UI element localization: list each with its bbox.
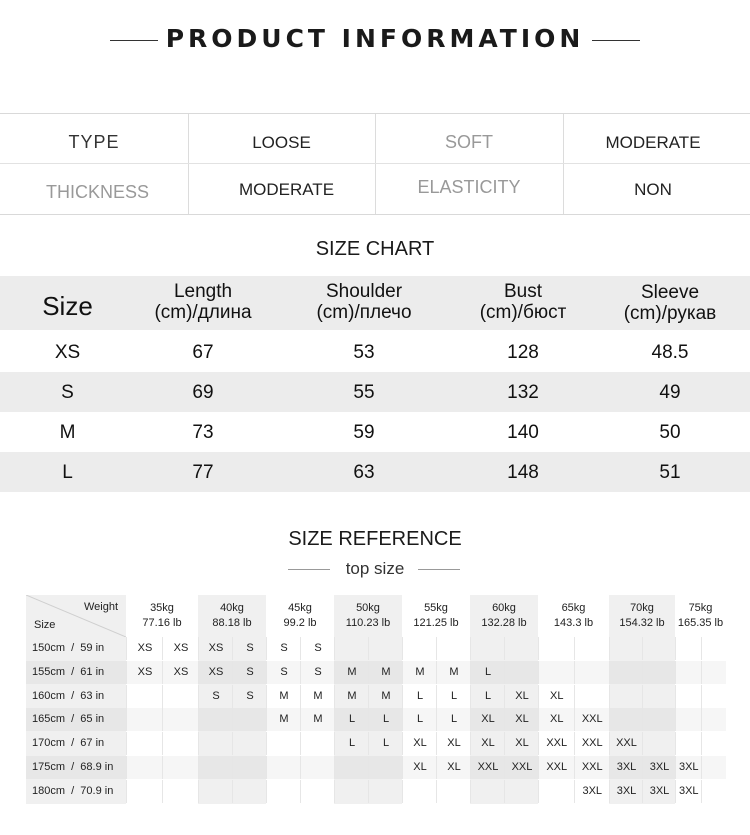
size-cell: S — [232, 637, 267, 660]
cell-shoulder: 63 — [353, 462, 375, 483]
size-cell: XL — [470, 732, 505, 755]
header-shoulder — [289, 281, 439, 323]
table-row — [26, 708, 726, 731]
size-cell — [198, 708, 233, 731]
header-shoulder-l2: (cm)/плечо — [316, 302, 412, 323]
size-cell: XS — [162, 661, 199, 684]
size-cell: M — [266, 708, 301, 731]
cell-shoulder: 59 — [353, 422, 375, 443]
size-cell: S — [300, 637, 335, 660]
size-cell — [198, 732, 233, 755]
size-cell — [574, 685, 611, 708]
size-cell: 3XL — [675, 756, 702, 779]
weight-header — [334, 601, 402, 631]
size-cell — [701, 756, 728, 779]
cell-bust: 128 — [507, 342, 539, 363]
size-chart-title: SIZE CHART — [315, 238, 435, 260]
size-cell: M — [334, 685, 369, 708]
size-cell — [609, 661, 643, 684]
weight-kg: 35kg — [150, 602, 174, 614]
header-length-l2: (cm)/длина — [154, 302, 252, 323]
header-length-l1: Length — [173, 281, 233, 302]
size-cell — [300, 780, 335, 803]
size-cell — [300, 756, 335, 779]
size-cell — [701, 780, 728, 803]
height-label: 170cm / 67 in — [32, 737, 105, 750]
size-chart-row — [0, 412, 750, 452]
size-cell — [266, 732, 301, 755]
size-cell — [538, 780, 575, 803]
size-cell: L — [402, 685, 437, 708]
size-cell — [126, 756, 163, 779]
table-row — [26, 685, 726, 708]
weight-lb: 143.3 lb — [553, 617, 594, 629]
size-cell: S — [300, 661, 335, 684]
cell-size: XS — [54, 342, 81, 363]
height-label: 180cm / 70.9 in — [32, 784, 114, 797]
header-sleeve-l2: (cm)/рукав — [623, 303, 717, 324]
size-cell: L — [334, 732, 369, 755]
size-cell — [642, 685, 676, 708]
size-cell — [675, 708, 702, 731]
size-cell — [701, 661, 728, 684]
weight-lb: 88.18 lb — [212, 617, 252, 629]
size-cell: XL — [538, 708, 575, 731]
weight-header — [675, 601, 726, 631]
header-bust-l2: (cm)/бюст — [479, 302, 567, 323]
weight-kg: 75kg — [688, 602, 713, 614]
size-cell: L — [368, 708, 403, 731]
product-info-table — [0, 113, 750, 215]
size-cell: L — [436, 708, 471, 731]
header-sleeve — [595, 282, 745, 324]
weight-header — [609, 601, 675, 631]
weight-kg: 55kg — [424, 602, 448, 614]
size-cell: L — [402, 708, 437, 731]
size-cell: M — [266, 685, 301, 708]
cell-bust: 140 — [507, 422, 539, 443]
header-shoulder-l1: Shoulder — [325, 281, 403, 302]
size-cell: M — [334, 661, 369, 684]
cell-size: M — [59, 422, 76, 443]
size-cell: 3XL — [609, 756, 643, 779]
size-cell — [368, 780, 403, 803]
cell-length: 73 — [192, 422, 214, 443]
size-cell — [334, 637, 369, 660]
size-reference-title: SIZE REFERENCE — [288, 528, 462, 550]
size-cell: 3XL — [642, 756, 676, 779]
size-cell: S — [266, 637, 301, 660]
cell-sleeve: 48.5 — [651, 342, 689, 363]
size-cell — [701, 637, 728, 660]
weight-header — [470, 601, 538, 631]
size-cell: XL — [402, 756, 437, 779]
size-cell: XS — [198, 661, 233, 684]
size-cell — [402, 780, 437, 803]
size-cell — [504, 661, 539, 684]
cell-size: S — [61, 382, 74, 403]
size-cell — [232, 780, 267, 803]
size-reference-subtitle: top size — [345, 559, 405, 578]
size-chart-row — [0, 452, 750, 492]
cell-bust: 132 — [507, 382, 539, 403]
size-cell — [436, 637, 471, 660]
size-cell — [574, 637, 611, 660]
size-cell — [232, 732, 267, 755]
size-cell — [642, 708, 676, 731]
size-cell: 3XL — [675, 780, 702, 803]
weight-lb: 132.28 lb — [481, 617, 527, 629]
cell-bust: 148 — [507, 462, 539, 483]
size-cell: XXL — [574, 708, 611, 731]
cell-shoulder: 53 — [353, 342, 375, 363]
size-cell — [162, 756, 199, 779]
size-cell: M — [300, 685, 335, 708]
size-cell: XXL — [609, 732, 643, 755]
size-cell: L — [334, 708, 369, 731]
height-label: 155cm / 61 in — [32, 665, 105, 678]
size-cell: S — [266, 661, 301, 684]
weight-header — [198, 601, 266, 631]
header-bust-l1: Bust — [503, 281, 543, 302]
size-cell: S — [232, 661, 267, 684]
size-cell: XXL — [574, 732, 611, 755]
size-cell — [574, 661, 611, 684]
cell-length: 69 — [192, 382, 214, 403]
size-cell: XS — [126, 661, 163, 684]
weight-lb: 110.23 lb — [345, 617, 391, 629]
size-cell — [300, 732, 335, 755]
weight-lb: 165.35 lb — [677, 617, 724, 629]
weight-kg: 60kg — [492, 602, 516, 614]
height-label: 150cm / 59 in — [32, 642, 105, 654]
size-chart-row — [0, 332, 750, 372]
header-size: Size — [42, 291, 93, 321]
size-cell — [126, 685, 163, 708]
size-cell — [609, 685, 643, 708]
size-cell — [126, 732, 163, 755]
page-title: PRODUCT INFORMATION — [165, 24, 585, 53]
size-cell — [232, 708, 267, 731]
size-cell — [675, 637, 702, 660]
cell-sleeve: 51 — [659, 462, 681, 483]
cell-length: 77 — [192, 462, 214, 483]
table-row — [26, 637, 726, 660]
weight-lb: 121.25 lb — [413, 617, 459, 629]
size-chart-header — [0, 276, 750, 330]
cell-size: L — [62, 462, 73, 483]
header-divider-right — [592, 40, 640, 41]
size-cell — [266, 780, 301, 803]
size-cell — [162, 780, 199, 803]
info-label-thickness: THICKNESS — [45, 182, 150, 202]
info-label-elasticity: ELASTICITY — [417, 177, 521, 197]
size-cell — [642, 661, 676, 684]
size-cell — [162, 732, 199, 755]
info-value-thickness: MODERATE — [238, 180, 335, 199]
weight-lb: 154.32 lb — [619, 617, 665, 629]
size-cell — [402, 637, 437, 660]
weight-header — [266, 601, 334, 631]
size-cell: XL — [504, 732, 539, 755]
size-cell: XL — [504, 685, 539, 708]
size-cell: XS — [162, 637, 199, 660]
size-cell: L — [368, 732, 403, 755]
size-cell: 3XL — [574, 780, 611, 803]
size-cell — [198, 780, 233, 803]
size-cell: XS — [126, 637, 163, 660]
size-cell — [701, 732, 728, 755]
size-cell — [126, 780, 163, 803]
size-cell — [701, 708, 728, 731]
size-cell: XXL — [470, 756, 505, 779]
cell-sleeve: 50 — [659, 422, 681, 443]
table-row — [26, 661, 726, 684]
size-cell — [701, 685, 728, 708]
size-cell: M — [436, 661, 471, 684]
size-cell — [368, 637, 403, 660]
size-cell — [504, 637, 539, 660]
size-cell — [162, 685, 199, 708]
size-cell — [538, 661, 575, 684]
header-length — [128, 281, 278, 323]
subtitle-divider-right — [418, 569, 460, 570]
size-cell — [609, 708, 643, 731]
size-cell: XXL — [504, 756, 539, 779]
size-cell — [436, 780, 471, 803]
weight-kg: 40kg — [220, 602, 244, 614]
weight-kg: 65kg — [561, 602, 586, 614]
size-cell: XL — [436, 756, 471, 779]
weight-kg: 50kg — [356, 602, 380, 614]
size-cell: M — [402, 661, 437, 684]
size-cell — [675, 732, 702, 755]
size-cell — [470, 637, 505, 660]
size-cell — [504, 780, 539, 803]
info-value-elasticity: NON — [634, 180, 672, 199]
size-cell: S — [232, 685, 267, 708]
size-cell: XL — [504, 708, 539, 731]
weight-kg: 45kg — [288, 602, 312, 614]
size-cell: XL — [538, 685, 575, 708]
cell-sleeve: 49 — [659, 382, 681, 403]
height-label: 160cm / 63 in — [32, 689, 105, 702]
info-label-soft: SOFT — [445, 132, 493, 152]
size-cell: XS — [198, 637, 233, 660]
height-label: 175cm / 68.9 in — [32, 761, 114, 773]
weight-kg: 70kg — [630, 602, 654, 614]
size-cell — [642, 637, 676, 660]
weight-header — [126, 601, 198, 631]
size-cell — [675, 661, 702, 684]
info-label-type: TYPE — [68, 132, 120, 152]
size-cell: 3XL — [609, 780, 643, 803]
size-cell — [266, 756, 301, 779]
size-cell: M — [300, 708, 335, 731]
info-value-soft: MODERATE — [605, 133, 701, 152]
cell-shoulder: 55 — [353, 382, 375, 403]
size-cell: XXL — [538, 756, 575, 779]
size-chart-row — [0, 372, 750, 412]
size-cell — [162, 708, 199, 731]
size-cell: XL — [470, 708, 505, 731]
table-row — [26, 732, 726, 755]
size-cell — [198, 756, 233, 779]
size-cell — [609, 637, 643, 660]
size-cell: S — [198, 685, 233, 708]
size-cell — [368, 756, 403, 779]
size-label: Size — [34, 619, 56, 631]
table-row — [26, 780, 726, 803]
size-cell — [126, 708, 163, 731]
size-cell: XXL — [574, 756, 611, 779]
weight-header — [402, 601, 470, 631]
size-cell: XL — [402, 732, 437, 755]
size-reference-table — [26, 595, 726, 804]
size-cell — [334, 780, 369, 803]
size-cell: M — [368, 685, 403, 708]
info-value-type: LOOSE — [252, 133, 311, 152]
size-cell — [642, 732, 676, 755]
header-bust — [448, 281, 598, 323]
table-row — [26, 756, 726, 779]
size-cell: L — [470, 685, 505, 708]
weight-label: Weight — [84, 601, 119, 613]
size-cell — [470, 780, 505, 803]
size-cell: M — [368, 661, 403, 684]
size-cell — [675, 685, 702, 708]
weight-lb: 99.2 lb — [283, 617, 317, 629]
weight-header — [538, 601, 609, 631]
size-cell: XXL — [538, 732, 575, 755]
size-cell: L — [436, 685, 471, 708]
header-sleeve-l1: Sleeve — [640, 282, 700, 303]
weight-lb: 77.16 lb — [142, 617, 182, 629]
size-cell — [334, 756, 369, 779]
cell-length: 67 — [192, 342, 214, 363]
size-cell: L — [470, 661, 505, 684]
size-cell: 3XL — [642, 780, 676, 803]
size-cell: XL — [436, 732, 471, 755]
height-label: 165cm / 65 in — [32, 713, 105, 726]
size-cell — [538, 637, 575, 660]
size-cell — [232, 756, 267, 779]
